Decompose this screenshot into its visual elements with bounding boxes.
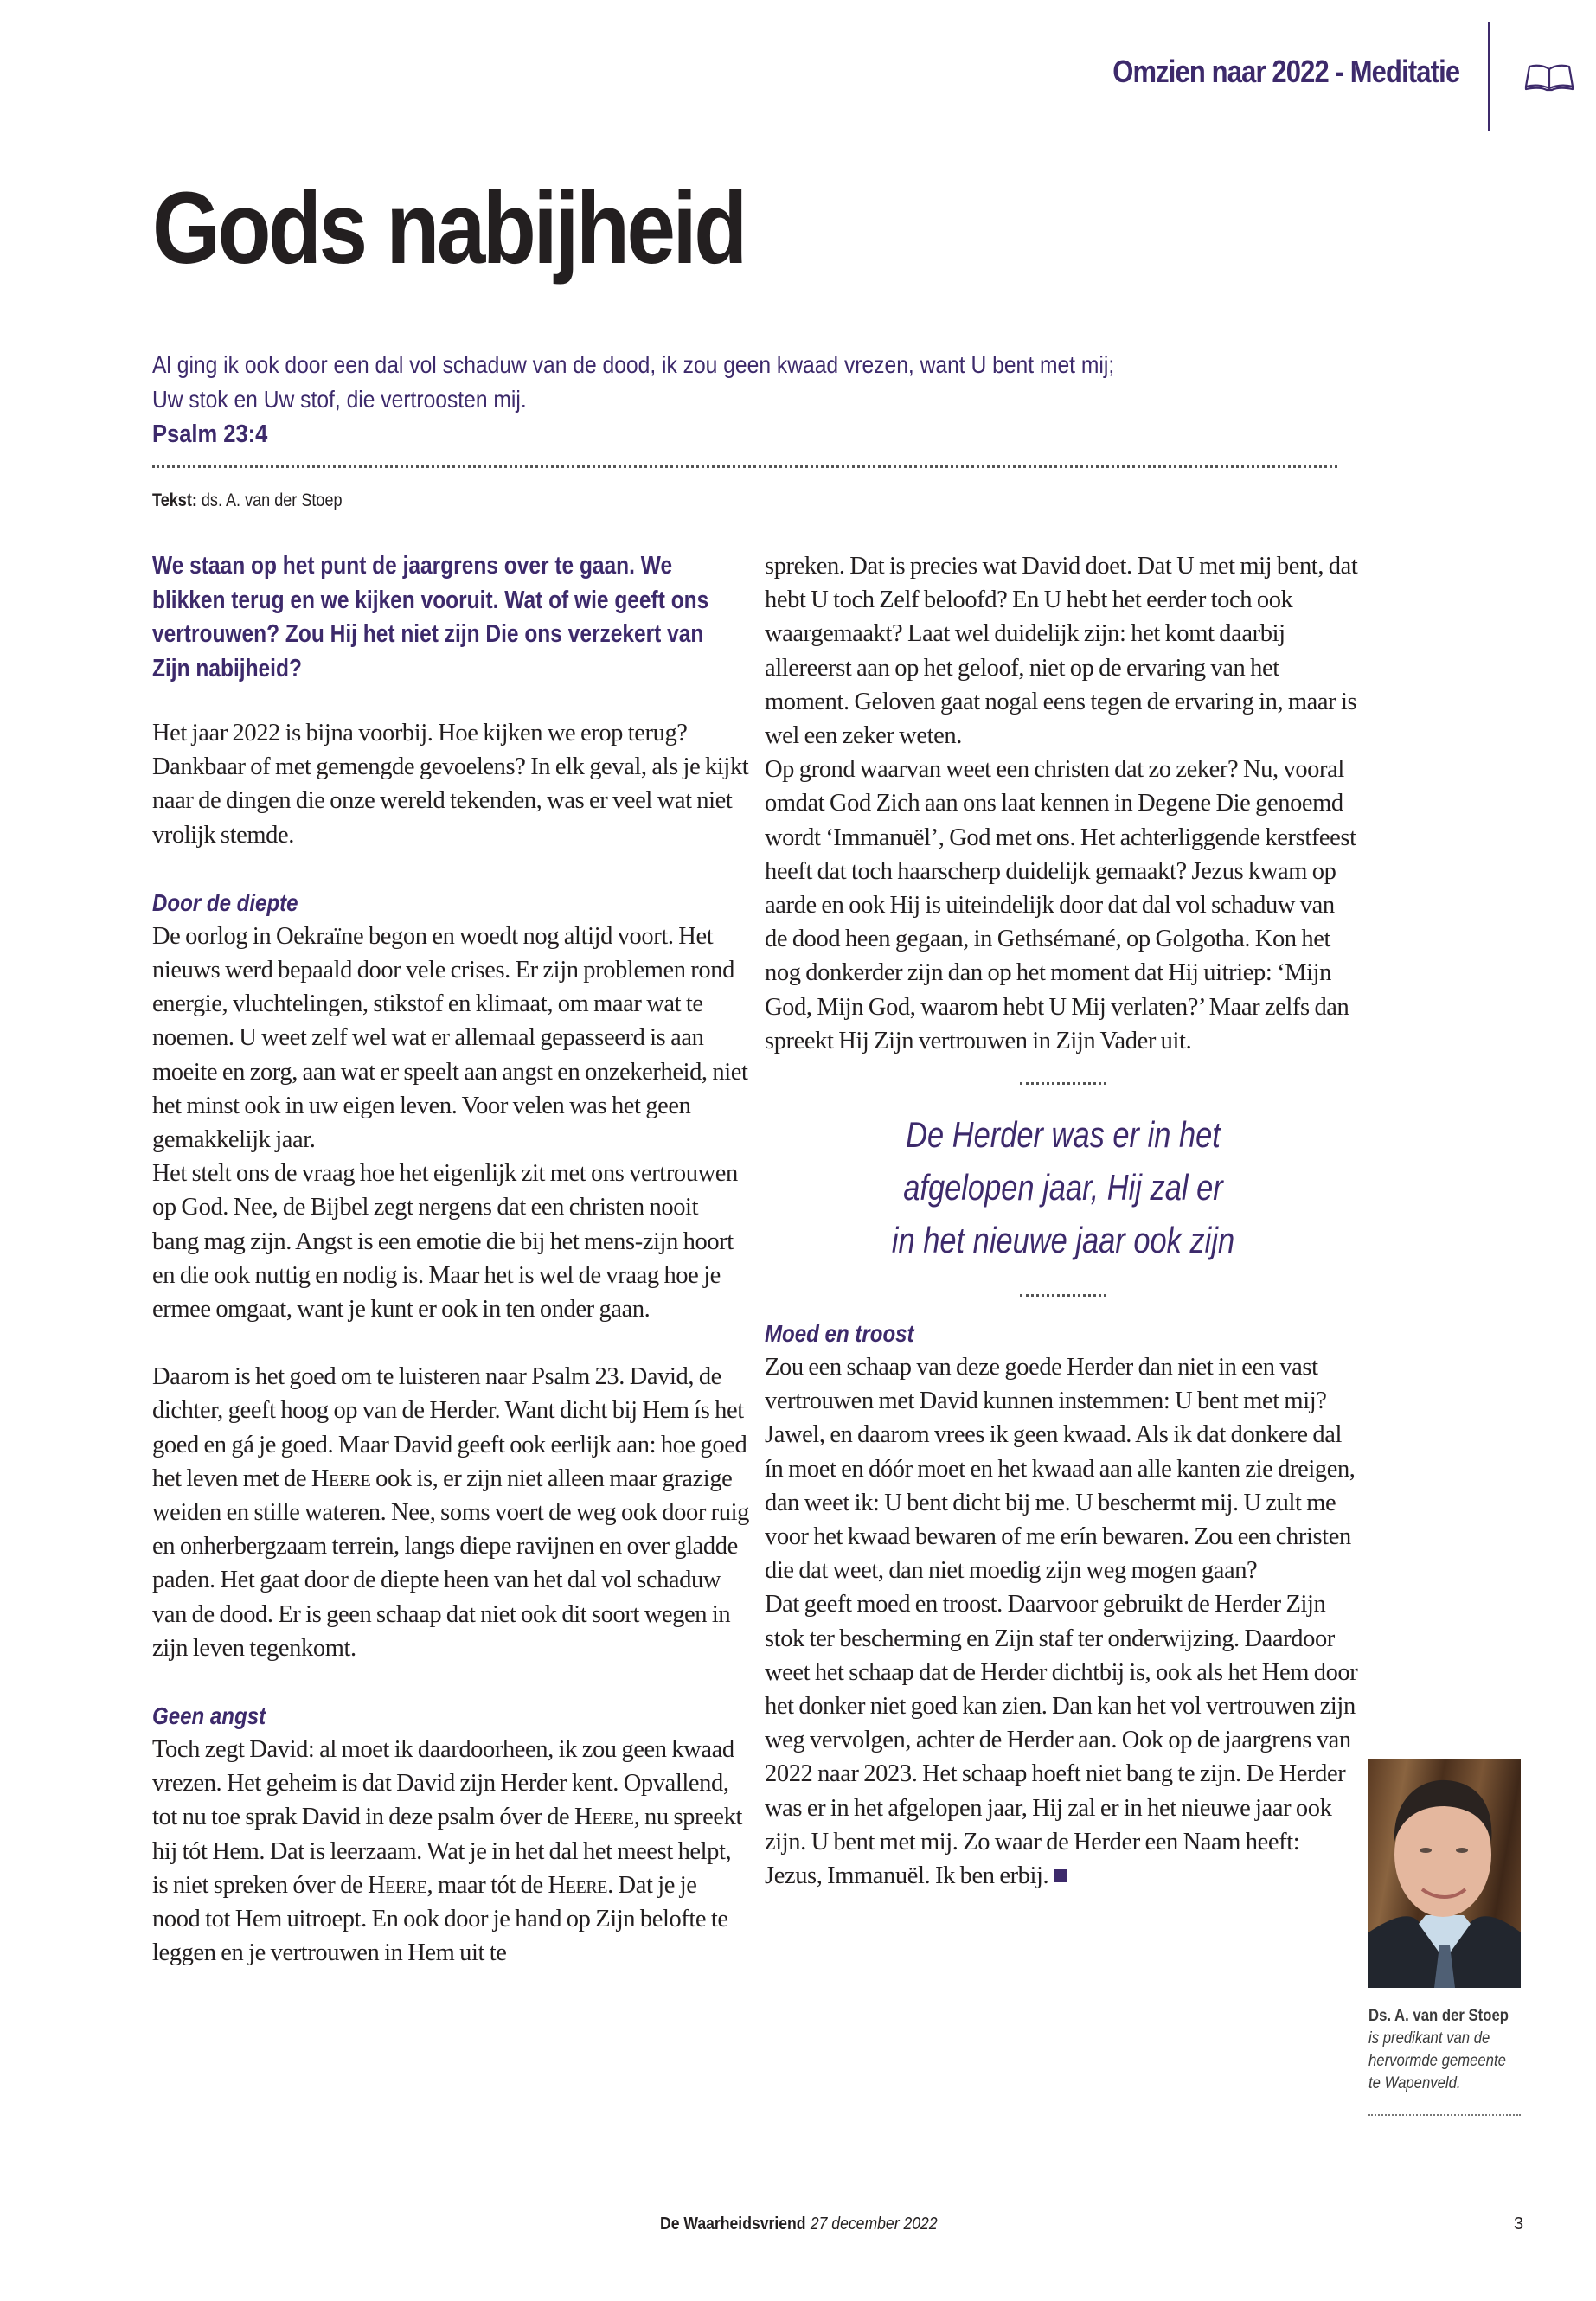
author-name: Ds. A. van der Stoep	[1368, 2007, 1509, 2025]
body-paragraph	[152, 1360, 749, 1665]
publication-name: De Waarheidsvriend	[660, 2214, 806, 2234]
text-run: , maar tót de	[426, 1871, 548, 1899]
author-caption	[1368, 2005, 1521, 2095]
issue-date: 27 december 2022	[810, 2214, 938, 2234]
verse-line-2: Uw stok en Uw stof, die vertroosten mij.	[152, 386, 527, 413]
pullquote-line: afgelopen jaar, Hij zal er	[903, 1167, 1223, 1208]
verse-reference: Psalm 23:4	[152, 420, 268, 448]
divine-name: Heere	[548, 1871, 608, 1899]
author-role: is predikant van de hervormde gemeente te Wapenveld.	[1368, 2029, 1506, 2093]
body-paragraph: Zou een schaap van deze goede Herder dan niet in een vast vertrouwen met David kunnen instemmen: U bent met mij? Jawel, en daarom vrees ik geen kwaad. Als ik dat donkere dal ín moet en dóór moet en het kwaad aan alle kanten zie dreigen, dan weet ik: U bent dicht bij me. U beschermt mij. U zult me voor het kwaad bewaren of me erín bewaren. Zou een christen die dat weet, dan niet moedig zijn weg mogen gaan?	[765, 1354, 1356, 1585]
body-paragraph: De oorlog in Oekraïne begon en woedt nog altijd voort. Het nieuws werd bepaald door vele crises. Er zijn problemen rond energie, vluchtelingen, stikstof en klimaat, om maar wat te noemen. U weet zelf wel wat er allemaal gepasseerd is aan moeite en zorg, aan wat er speelt aan angst en onzekerheid, niet het minst ook in uw eigen leven. Voor velen was het geen gemakkelijk jaar.	[152, 922, 748, 1154]
text-run: ook is, er zijn niet alleen maar grazige weiden en stille wateren. Nee, soms voert de weg ook door ruig en onherbergzaam terrein, langs diepe ravijnen en over gladde paden. Het gaat door de diepte heen van het dal vol schaduw van de dood. Er is geen schaap dat niet ook dit soort wegen in zijn leven tegenkomt.	[152, 1465, 749, 1662]
right-column	[765, 549, 1362, 1893]
text-run: Dat geeft moed en troost. Daarvoor gebruikt de Herder Zijn stok ter bescherming en Zijn staf ter onderwijzing. Daardoor weet het schaap dat de Herder dichtbij is, ook als het Hem door het donker niet goed kan zien. Dan kan het vol vertrouwen zijn weg vervolgen, achter de Herder aan. Ook op de jaargrens van 2022 naar 2023. Het schaap hoeft niet bang te zijn. De Herder was er in het afgelopen jaar, Hij zal er in het nieuwe jaar ook zijn. U bent met mij. Zo waar de Herder een Naam heeft: Jezus, Immanuël. Ik ben erbij.	[765, 1591, 1358, 1890]
text-run: Toch zegt David: al moet ik daardoorheen, ik zou geen kwaad vrezen. Het geheim is dat David zijn Herder kent. Opvallend, tot nu toe sprak David in deze psalm óver de	[152, 1736, 734, 1831]
pullquote-line: in het nieuwe jaar ook zijn	[891, 1220, 1235, 1261]
pullquote-top-divider	[1020, 1082, 1106, 1085]
verse-line-1: Al ging ik ook door een dal vol schaduw van de dood, ik zou geen kwaad vrezen, want U bent met mij;	[152, 351, 1115, 378]
left-column	[152, 549, 749, 1971]
divine-name: Heere	[367, 1871, 427, 1899]
caption-divider	[1368, 2114, 1521, 2116]
pullquote-text	[818, 1108, 1308, 1266]
body-paragraph: Het jaar 2022 is bijna voorbij. Hoe kijken we erop terug? Dankbaar of met gemengde gevoelens? In elk geval, als je kijkt naar de dingen die onze wereld tekenden, was er veel wat niet vrolijk stemde.	[152, 720, 749, 849]
byline-author: ds. A. van der Stoep	[201, 490, 343, 510]
subheading-door-de-diepte: Door de diepte	[152, 888, 298, 916]
open-book-icon	[1524, 62, 1574, 93]
body-paragraph	[765, 1587, 1362, 1893]
end-of-article-mark	[1054, 1869, 1067, 1882]
subheading-moed-en-troost: Moed en troost	[765, 1320, 914, 1348]
text-run: , nu spreekt hij tót Hem. Dat is leerzaam. Wat je in het dal het meest helpt, is niet spreken óver de	[152, 1804, 742, 1899]
scripture-quote	[152, 348, 1218, 452]
byline-label: Tekst:	[152, 490, 197, 510]
intro-paragraph: We staan op het punt de jaargrens over te gaan. We blikken terug en we kijken vooruit. Wat of wie geeft ons vertrouwen? Zou Hij het niet zijn Die ons verzekert van Zijn nabijheid?	[152, 552, 709, 683]
pullquote-bottom-divider	[1020, 1294, 1106, 1297]
body-paragraph: Het stelt ons de vraag hoe het eigenlijk zit met ons vertrouwen op God. Nee, de Bijbel zegt nergens dat een christen nooit bang mag zijn. Angst is een emotie die bij het mens-zijn hoort en die ook nuttig en nodig is. Maar het is wel de vraag hoe je ermee omgaat, want je kunt er ook in ten onder gaan.	[152, 1160, 738, 1324]
section-label: Omzien naar 2022 - Meditatie	[1112, 54, 1459, 89]
divine-name: Heere	[574, 1804, 634, 1831]
author-photo	[1368, 1759, 1521, 1988]
pull-quote	[765, 1074, 1362, 1301]
body-paragraph: spreken. Dat is precies wat David doet. Dat U met mij bent, dat hebt U toch Zelf beloofd? En U hebt het eerder toch ook waargemaakt? Laat wel duidelijk zijn: het komt daarbij allereerst aan op het geloof, niet op de ervaring van het moment. Geloven gaat nogal eens tegen de ervaring in, maar is wel een zeker weten.	[765, 553, 1358, 750]
dotted-divider	[152, 465, 1337, 468]
pullquote-line: De Herder was er in het	[906, 1114, 1221, 1156]
header-divider	[1488, 22, 1490, 131]
body-paragraph	[152, 1733, 749, 1970]
divine-name: Heere	[311, 1465, 371, 1492]
subheading-geen-angst: Geen angst	[152, 1702, 266, 1730]
text-run: Daarom is het goed om te luisteren naar Psalm 23. David, de dichter, geeft hoog op van de Herder. Want dicht bij Hem ís het goed en gá je goed. Maar David geeft ook eerlijk aan: hoe goed het leven met de	[152, 1363, 747, 1492]
article-title: Gods nabijheid	[152, 171, 745, 285]
page-number: 3	[1514, 2214, 1524, 2234]
text-run: . Dat je je nood tot Hem uitroept. En ook door je hand op Zijn belofte te leggen en je vertrouwen in Hem uit te	[152, 1871, 728, 1967]
footer	[660, 2214, 938, 2234]
byline	[152, 490, 343, 511]
body-paragraph: Op grond waarvan weet een christen dat zo zeker? Nu, vooral omdat God Zich aan ons laat kennen in Degene Die genoemd wordt ‘Immanuël’, God met ons. Het achterliggende kerstfeest heeft dat toch haarscherp duidelijk gemaakt? Jezus kwam op aarde en ook Hij is uiteindelijk door dat dal vol schaduw van de dood heen gegaan, in Gethsémané, op Golgotha. Kon het nog donkerder zijn dan op het moment dat Hij uitriep: ‘Mijn God, Mijn God, waarom hebt U Mij verlaten?’ Maar zelfs dan spreekt Hij Zijn vertrouwen in Zijn Vader uit.	[765, 756, 1356, 1054]
